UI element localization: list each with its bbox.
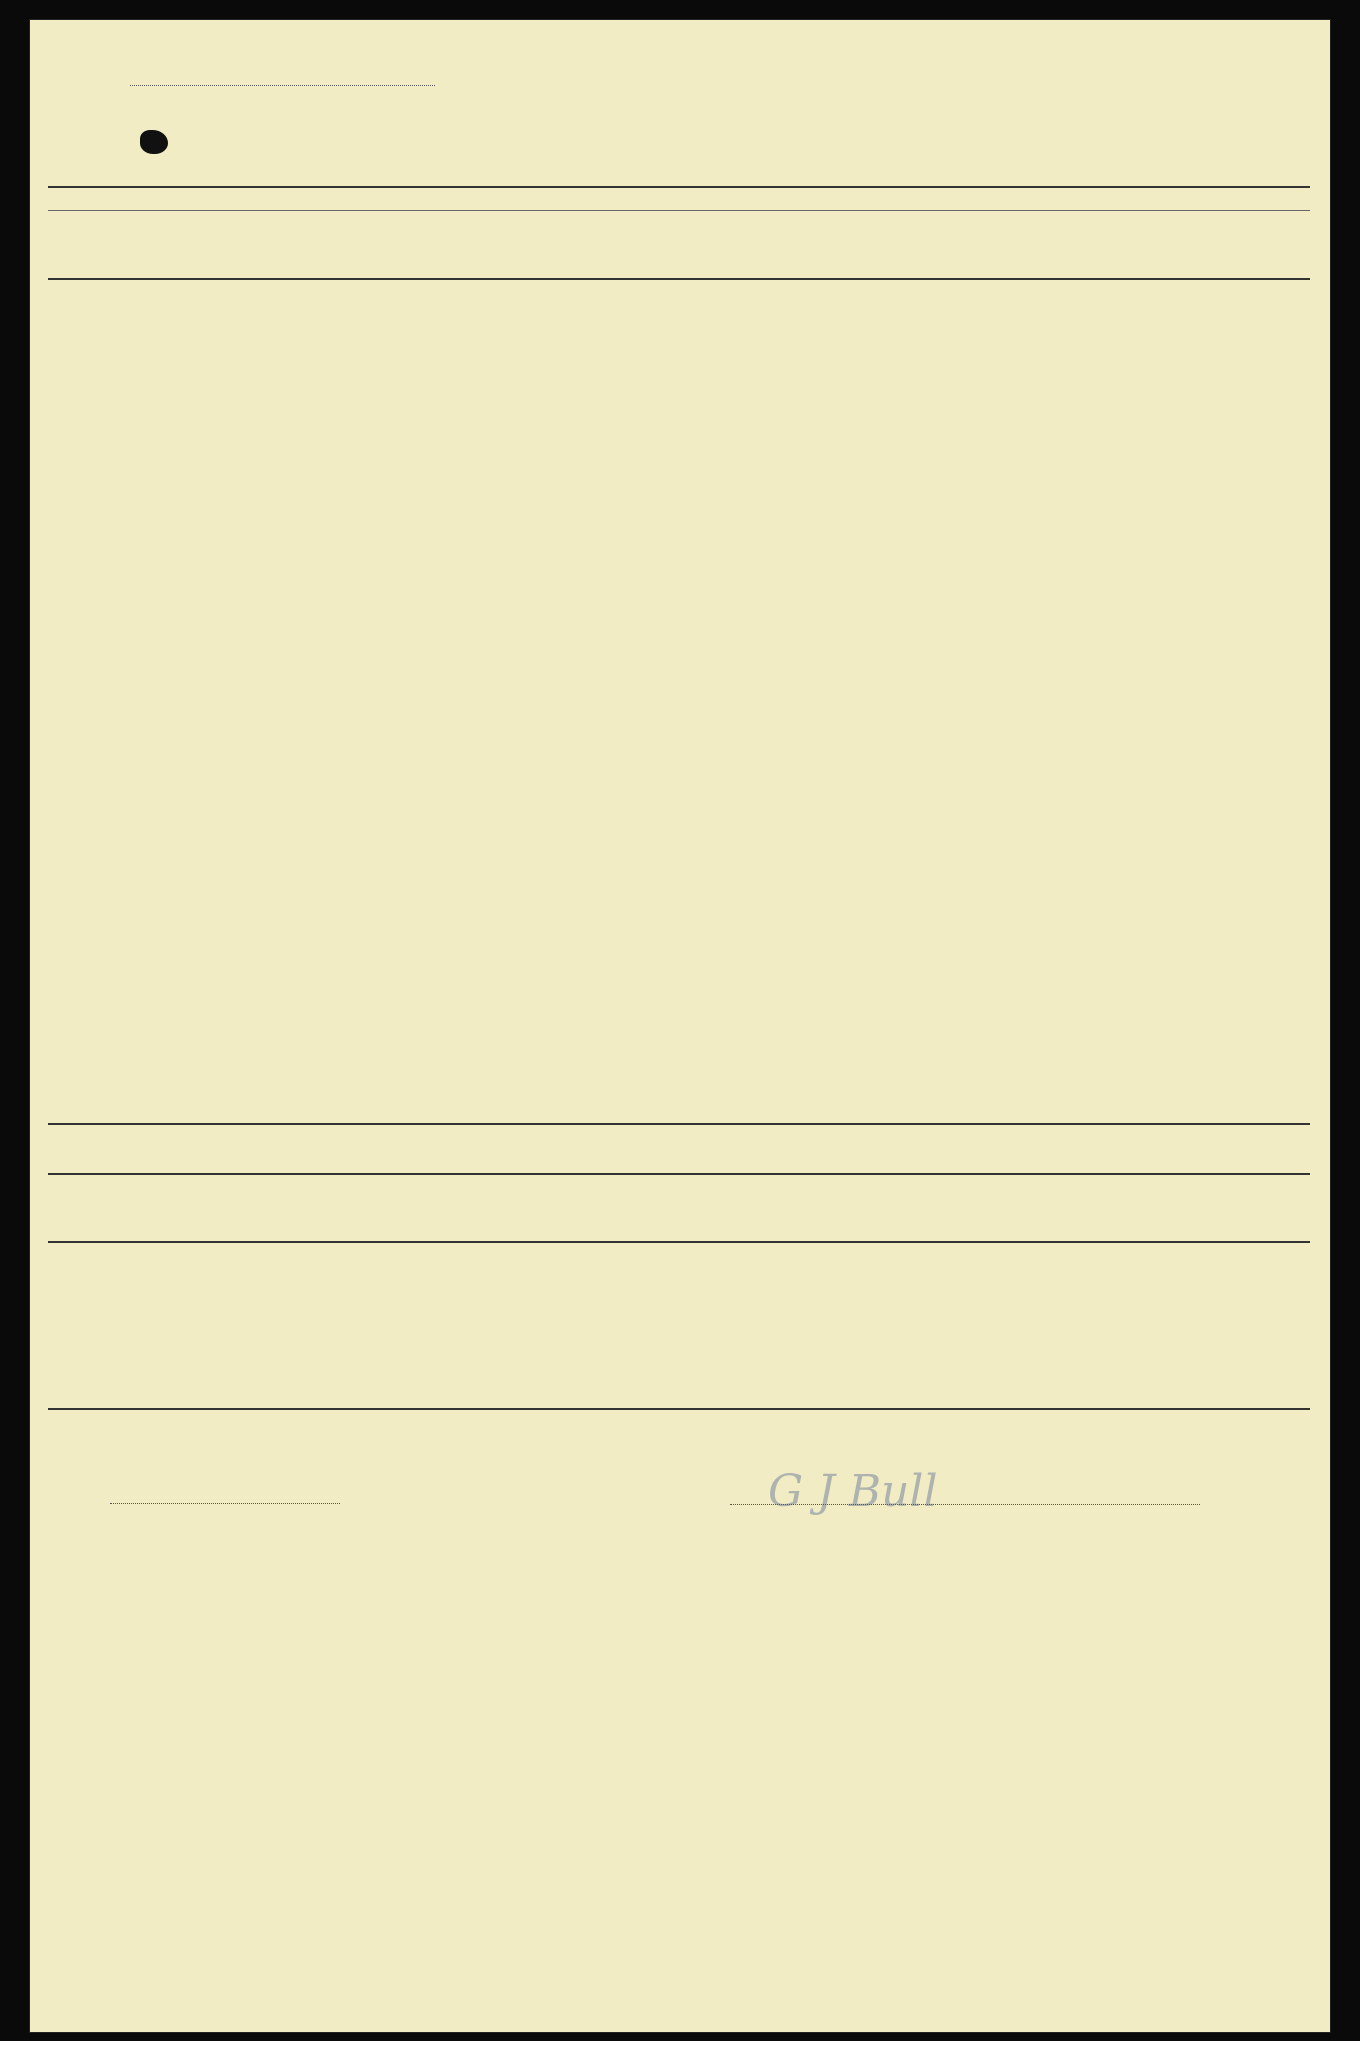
despatch-underline (110, 1503, 340, 1504)
commander-signature: G J Bull (768, 1466, 938, 1517)
form-sheet (30, 20, 1330, 2032)
archive-footer (0, 2041, 1360, 2061)
part-e-table (30, 20, 1330, 2020)
signature-underline (730, 1504, 1200, 1505)
